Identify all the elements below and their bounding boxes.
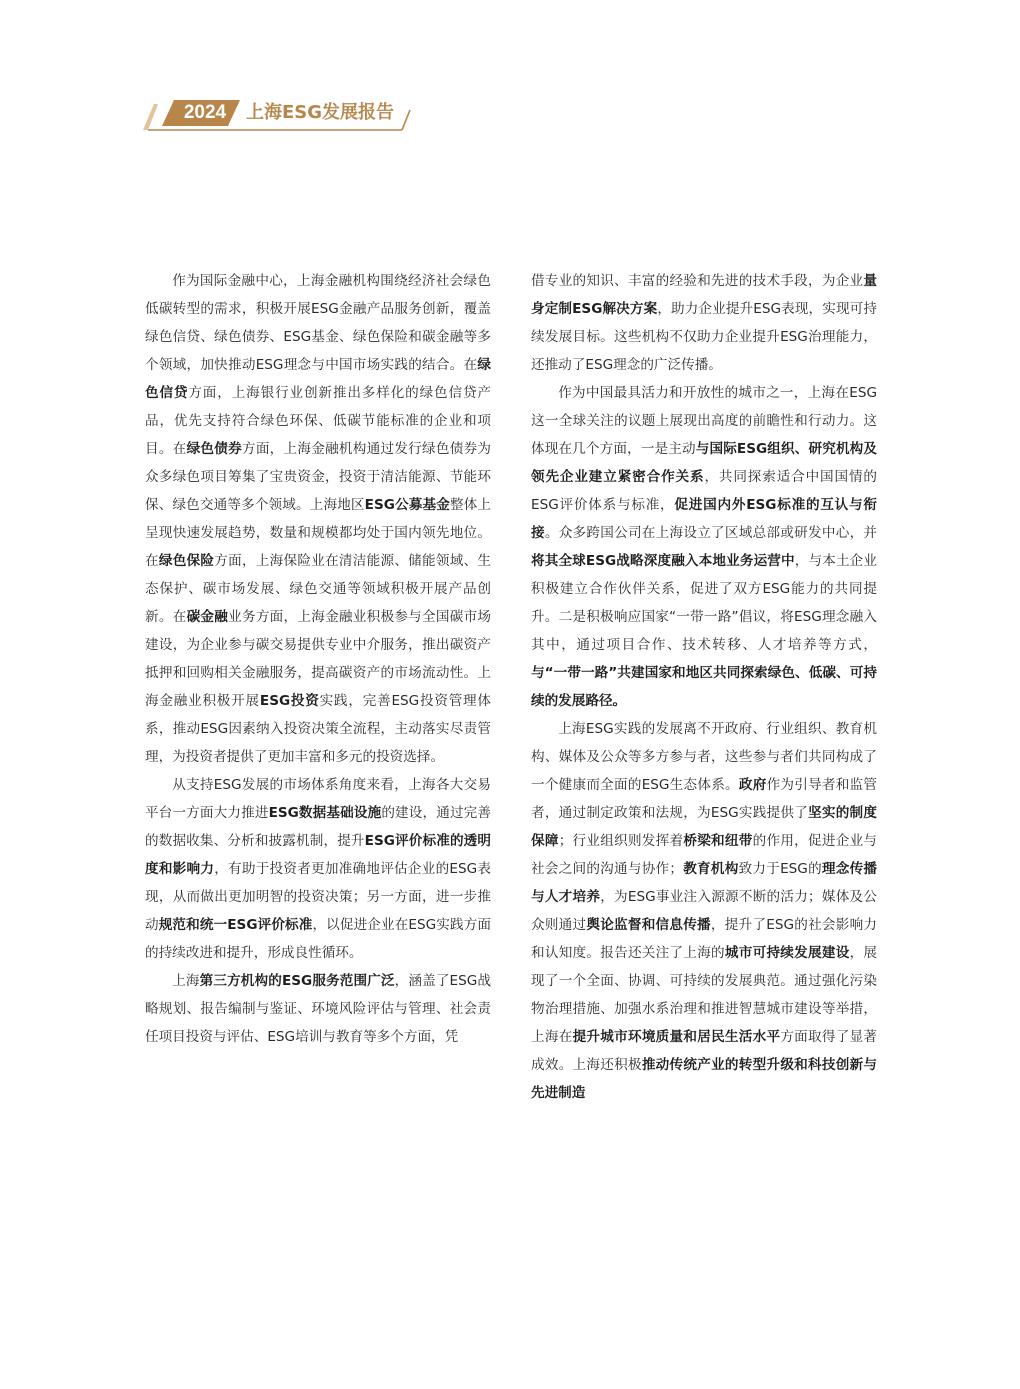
report-header bbox=[140, 96, 420, 134]
bold-text-run: 政府 bbox=[738, 777, 767, 793]
bold-text-run: 碳金融 bbox=[186, 609, 229, 625]
text-run: 整体上呈现快速发展趋势，数量和规模都均处于国内领先地位。在 bbox=[145, 497, 492, 569]
text-run: 方面，上海银行业创新推出多样化的绿色信贷产品，优先支持符合绿色环保、低碳节能标准的企业和项目。在 bbox=[145, 385, 492, 457]
bold-text-run: 理念传播与人才培养 bbox=[531, 861, 878, 905]
paragraph bbox=[145, 267, 491, 771]
bold-text-run: 舆论监督和信息传播 bbox=[586, 917, 711, 933]
bold-text-run: 第三方机构的ESG服务范围广泛 bbox=[199, 973, 395, 989]
text-run: 。众多跨国公司在上海设立了区域总部或研发中心，并 bbox=[544, 525, 878, 541]
paragraph bbox=[145, 967, 491, 1051]
bold-text-run: 教育机构 bbox=[682, 861, 739, 877]
text-run: 的作用，促进企业与社会之间的沟通与协作； bbox=[531, 833, 878, 877]
bold-text-run: ESG数据基础设施 bbox=[268, 805, 382, 821]
bold-text-run: ESG评价标准的透明度和影响力 bbox=[145, 833, 492, 877]
text-run: ，与本土企业积极建立合作伙伴关系，促进了双方ESG能力的共同提升。二是积极响应国家“一带一路”倡议，将ESG理念融入其中，通过项目合作、技术转移、人才培养等方式， bbox=[531, 553, 878, 653]
bold-text-run: 绿色保险 bbox=[158, 553, 215, 569]
bold-text-run: 推动传统产业的转型升级和科技创新与先进制造 bbox=[531, 1057, 878, 1101]
bold-text-run: 与“一带一路”共建国家和地区共同探索绿色、低碳、可持续的发展路径。 bbox=[531, 665, 877, 709]
text-run: 业务方面，上海金融业积极参与全国碳市场建设，为企业参与碳交易提供专业中介服务，推出碳资产抵押和回购相关金融服务，提高碳资产的市场流动性。上海金融业积极开展 bbox=[145, 609, 492, 709]
bold-text-run: 规范和统一ESG评价标准 bbox=[158, 917, 313, 933]
text-run: ，有助于投资者更加准确地评估企业的ESG表现，从而做出更加明智的投资决策；另一方面，进一步推动 bbox=[145, 861, 491, 933]
header-slash-end bbox=[402, 110, 410, 130]
text-run: 致力于ESG的 bbox=[738, 861, 822, 877]
text-run: ，以促进企业在ESG实践方面的持续改进和提升，形成良性循环。 bbox=[145, 917, 492, 961]
text-run: 作为中国最具活力和开放性的城市之一，上海在ESG这一全球关注的议题上展现出高度的前瞻性和行动力。这体现在几个方面，一是主动 bbox=[531, 385, 877, 457]
text-run: ；行业组织则发挥着 bbox=[558, 833, 684, 849]
bold-text-run: 坚实的制度保障 bbox=[531, 805, 877, 849]
bold-text-run: 与国际ESG组织、研究机构及领先企业建立紧密合作关系 bbox=[531, 441, 878, 485]
bold-text-run: 城市可持续发展建设 bbox=[724, 945, 850, 961]
bold-text-run: ESG公募基金 bbox=[364, 497, 450, 513]
bold-text-run: 将其全球ESG战略深度融入本地业务运营中 bbox=[531, 553, 795, 569]
bold-text-run: ESG投资 bbox=[259, 693, 320, 709]
text-run: ，提升了ESG的社会影响力和认知度。报告还关注了上海的 bbox=[531, 917, 878, 961]
paragraph bbox=[531, 379, 877, 715]
text-run: 方面，上海金融机构通过发行绿色债券为众多绿色项目筹集了宝贵资金，投资于清洁能源、节能环保、绿色交通等多个领域。上海地区 bbox=[145, 441, 492, 513]
bold-text-run: 促进国内外ESG标准的互认与衔接 bbox=[531, 497, 877, 541]
bold-text-run: 提升城市环境质量和居民生活水平 bbox=[572, 1029, 781, 1045]
text-run: 借专业的知识、丰富的经验和先进的技术手段，为企业 bbox=[531, 273, 864, 289]
bold-text-run: 量身定制ESG解决方案 bbox=[531, 273, 877, 317]
bold-text-run: 桥梁和纽带 bbox=[683, 833, 753, 849]
bold-text-run: 绿色信贷 bbox=[145, 357, 491, 401]
text-run: 的建设，通过完善的数据收集、分析和披露机制，提升 bbox=[145, 805, 492, 849]
text-run: 上海ESG实践的发展离不开政府、行业组织、教育机构、媒体及公众等多方参与者，这些参与者们共同构成了一个健康而全面的ESG生态体系。 bbox=[531, 721, 877, 793]
text-run: 作为国际金融中心，上海金融机构围绕经济社会绿色低碳转型的需求，积极开展ESG金融产品服务创新，覆盖绿色信贷、绿色债券、ESG基金、绿色保险和碳金融等多个领域，加快推动ESG理念与中国市场实践的结合。在 bbox=[145, 273, 491, 373]
text-run: 方面，上海保险业在清洁能源、储能领域、生态保护、碳市场发展、绿色交通等领域积极开展产品创新。在 bbox=[145, 553, 492, 625]
report-title: 上海ESG发展报告 bbox=[246, 102, 395, 123]
report-year: 2024 bbox=[183, 102, 227, 123]
paragraph bbox=[145, 771, 491, 967]
paragraph bbox=[531, 715, 877, 1107]
text-run: 从支持ESG发展的市场体系角度来看，上海各大交易平台一方面大力推进 bbox=[145, 777, 491, 821]
text-run: 实践，完善ESG投资管理体系，推动ESG因素纳入投资决策全流程，主动落实尽责管理，为投资者提供了更加丰富和多元的投资选择。 bbox=[145, 693, 492, 765]
left-text-column bbox=[145, 267, 491, 1051]
text-run: ，为ESG事业注入源源不断的活力；媒体及公众则通过 bbox=[531, 889, 877, 933]
text-run: ，展现了一个全面、协调、可持续的发展典范。通过强化污染物治理措施、加强水系治理和推进智慧城市建设等举措，上海在 bbox=[531, 945, 878, 1045]
header-accent-stripe bbox=[143, 104, 158, 130]
text-run: ，助力企业提升ESG表现，实现可持续发展目标。这些机构不仅助力企业提升ESG治理能力，还推动了ESG理念的广泛传播。 bbox=[531, 301, 877, 373]
paragraph bbox=[531, 267, 877, 379]
text-run: 作为引导者和监管者，通过制定政策和法规，为ESG实践提供了 bbox=[531, 777, 878, 821]
text-run: ，涵盖了ESG战略规划、报告编制与鉴证、环境风险评估与管理、社会责任项目投资与评估、ESG培训与教育等多个方面，凭 bbox=[145, 973, 492, 1045]
text-run: 方面取得了显著成效。上海还积极 bbox=[531, 1029, 878, 1073]
right-text-column bbox=[531, 267, 877, 1107]
text-run: ，共同探索适合中国国情的ESG评价体系与标准， bbox=[531, 469, 878, 513]
text-run: 上海 bbox=[172, 973, 200, 989]
bold-text-run: 绿色债券 bbox=[186, 441, 242, 457]
